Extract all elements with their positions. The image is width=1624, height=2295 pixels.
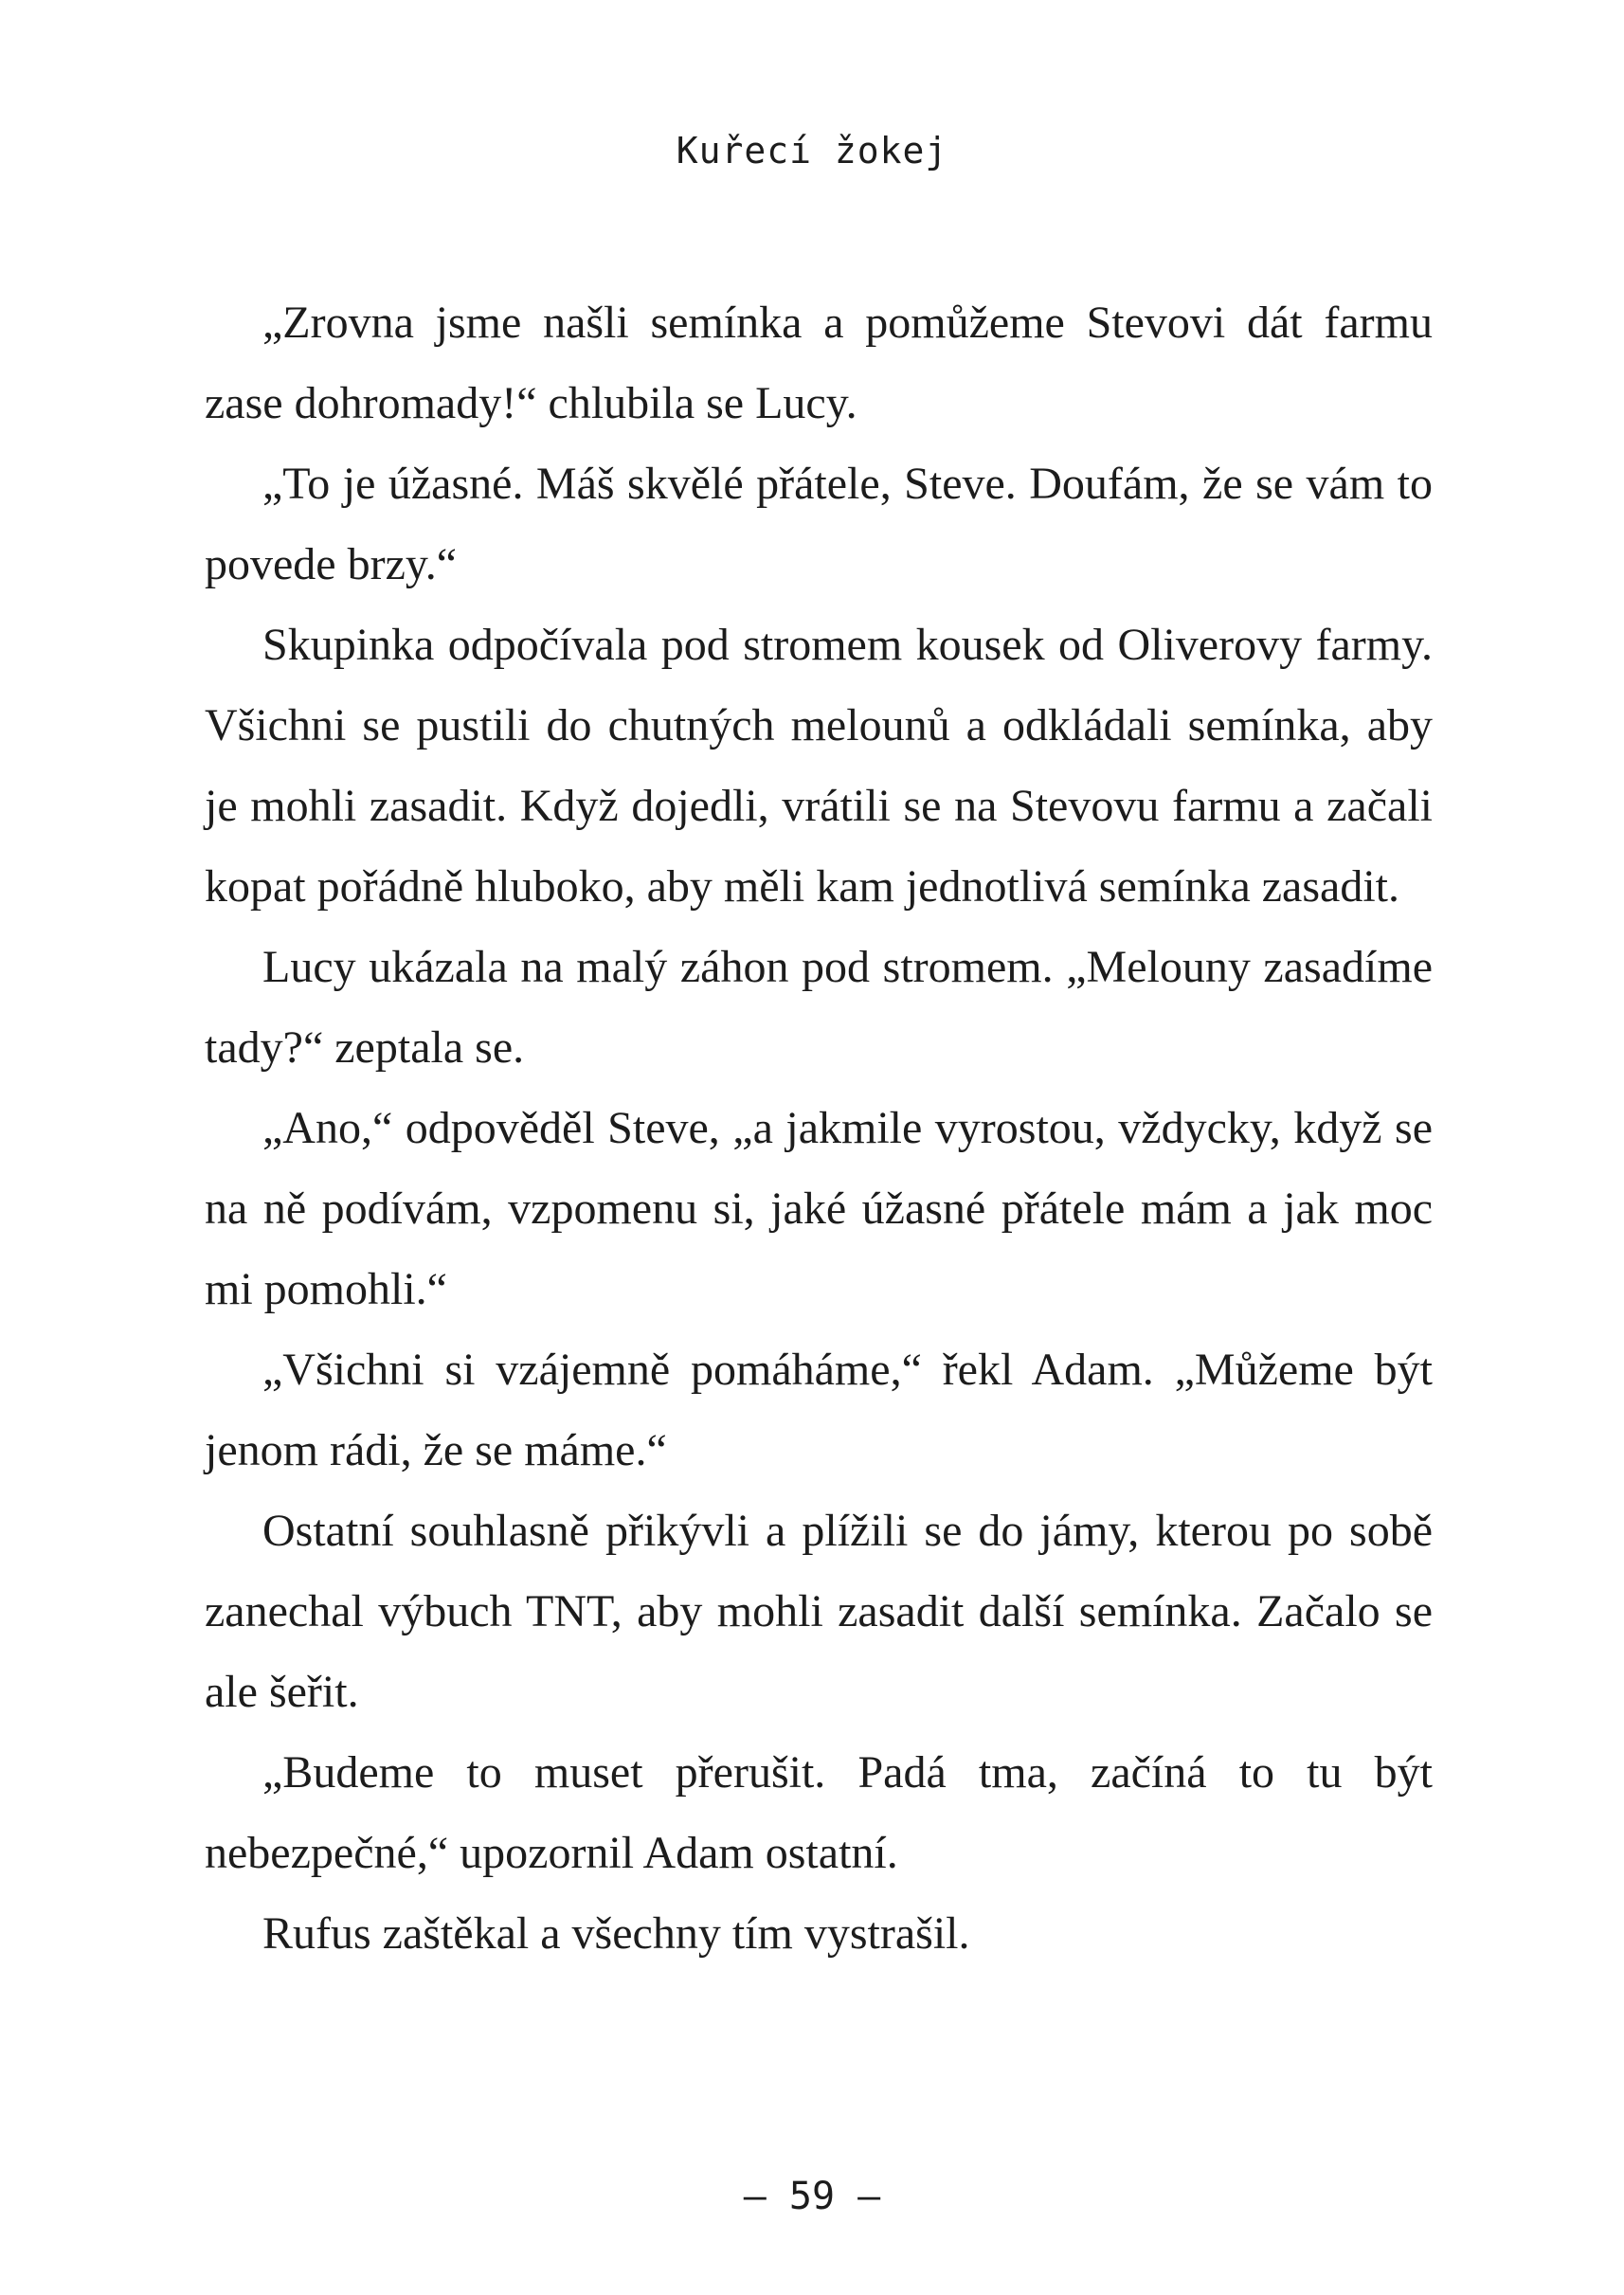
- paragraph: „Všichni si vzájemně pomáháme,“ řekl Adam. „Můžeme být jenom rádi, že se máme.“: [205, 1345, 1433, 1475]
- page-number: – 59 –: [743, 2175, 881, 2218]
- paragraph: „Budeme to muset přerušit. Padá tma, začíná to tu být nebezpečné,“ upozornil Adam ostatní.: [205, 1747, 1433, 1878]
- body-text: [205, 282, 1433, 1974]
- paragraph: „Ano,“ odpověděl Steve, „a jakmile vyrostou, vždycky, když se na ně podívám, vzpomenu si, jaké úžasné přátele mám a jak moc mi pomohli.“: [205, 1103, 1433, 1314]
- paragraph: Lucy ukázala na malý záhon pod stromem. „Melouny zasadíme tady?“ zeptala se.: [205, 942, 1433, 1073]
- paragraph: Rufus zaštěkal a všechny tím vystrašil.: [262, 1908, 970, 1959]
- running-header: Kuřecí žokej: [676, 130, 948, 172]
- paragraph: Skupinka odpočívala pod stromem kousek od Oliverovy farmy. Všichni se pustili do chutných melounů a odkládali semínka, aby je mohli zasadit. Když dojedli, vrátili se na Stevovu farmu a začali kopat pořádně hluboko, aby měli kam jednotlivá semínka zasadit.: [205, 620, 1433, 912]
- paragraph: „Zrovna jsme našli semínka a pomůžeme Stevovi dát farmu zase dohromady!“ chlubila se Lucy.: [205, 298, 1433, 428]
- paragraph: Ostatní souhlasně přikývli a plížili se do jámy, kterou po sobě zanechal výbuch TNT, aby mohli zasadit další semínka. Začalo se ale šeřit.: [205, 1506, 1433, 1717]
- paragraph: „To je úžasné. Máš skvělé přátele, Steve. Doufám, že se vám to povede brzy.“: [205, 459, 1433, 589]
